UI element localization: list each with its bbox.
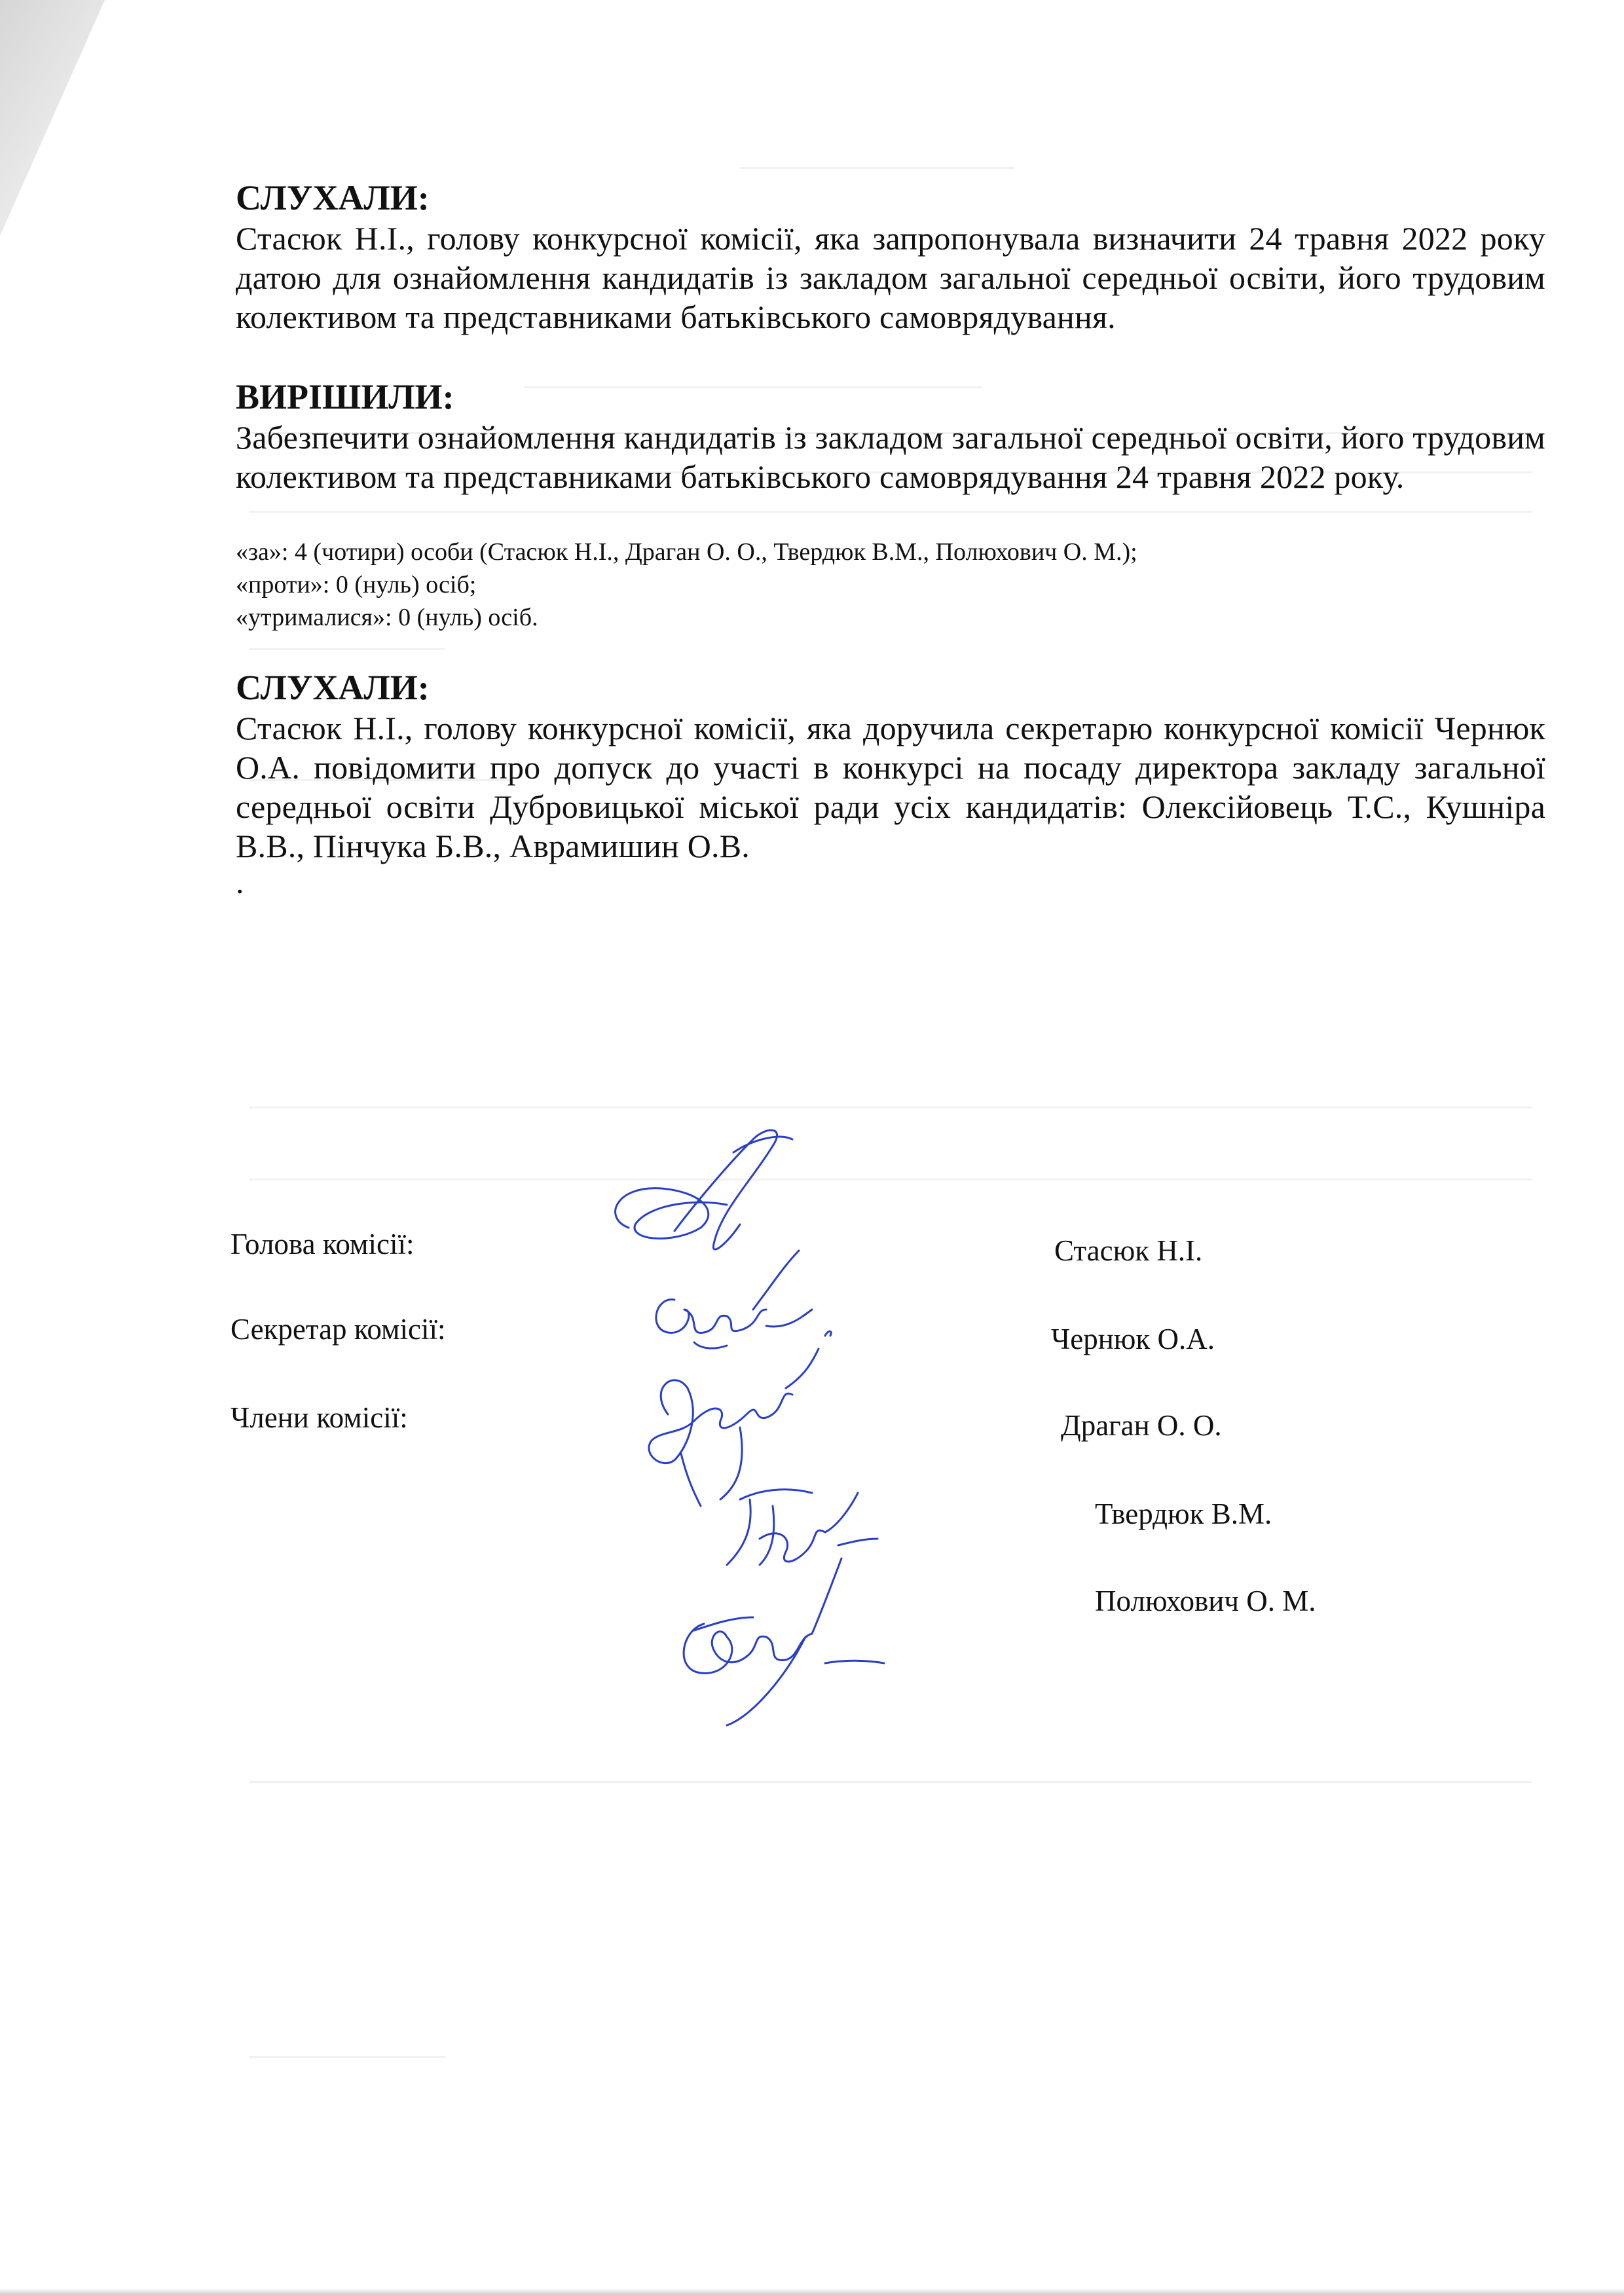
page-corner-fold (0, 0, 105, 236)
name-chair: Стасюк Н.І. (1054, 1234, 1203, 1267)
decided-heading: ВИРІШИЛИ: (236, 377, 454, 416)
signature-secretary (656, 1251, 812, 1348)
document-body (236, 177, 1545, 898)
name-member-2: Твердюк В.М. (1095, 1497, 1272, 1530)
chair-label: Голова комісії: (231, 1228, 415, 1260)
signature-member-3 (684, 1558, 884, 1725)
decided-body: Забезпечити ознайомлення кандидатів із закладом загальної середньої освіти, його трудовим колективом та представниками батьківського самоврядування 24 травня 2022 року. (236, 419, 1545, 495)
members-label: Члени комісії: (231, 1401, 408, 1434)
signature-chair (616, 1130, 792, 1249)
vote-for: «за»: 4 (чотири) особи (Стасюк Н.І., Драган О. О., Твердюк В.М., Полюхович О. М.); (236, 538, 1137, 566)
name-member-3: Полюхович О. М. (1095, 1585, 1316, 1617)
trailing-dot: . (236, 864, 244, 900)
heard-body-2: Стасюк Н.І., голову конкурсної комісії, яка доручила секретарю конкурсної комісії Чернюк О.А. повідомити про допуск до участі в конкурсі на посаду директора закладу загальної середньої освіти Дубровицької міської ради усіх кандидатів: Олексійовець Т.С., Кушніра В.В., Пінчука Б.В., Аврамишин О.В. (236, 710, 1545, 864)
scan-bottom-edge (0, 2288, 1624, 2295)
signature-member-2 (727, 1490, 877, 1565)
vote-against: «проти»: 0 (нуль) осіб; (236, 571, 477, 598)
heard-heading-2: СЛУХАЛИ: (236, 668, 430, 707)
heard-heading-1: СЛУХАЛИ: (236, 178, 430, 217)
secretary-label: Секретар комісії: (231, 1313, 446, 1346)
heard-body-1: Стасюк Н.І., голову конкурсної комісії, яка запропонувала визначити 24 травня 2022 року датою для ознайомлення кандидатів із закладом загальної середньої освіти, його трудовим колективом та представниками батьківського самоврядування. (236, 220, 1545, 335)
name-member-1: Драган О. О. (1061, 1409, 1222, 1442)
handwritten-signatures (589, 1113, 917, 1729)
signature-member-1 (649, 1331, 831, 1506)
name-secretary: Чернюк О.А. (1051, 1323, 1215, 1355)
vote-abstained: «утрималися»: 0 (нуль) осіб. (236, 604, 538, 631)
